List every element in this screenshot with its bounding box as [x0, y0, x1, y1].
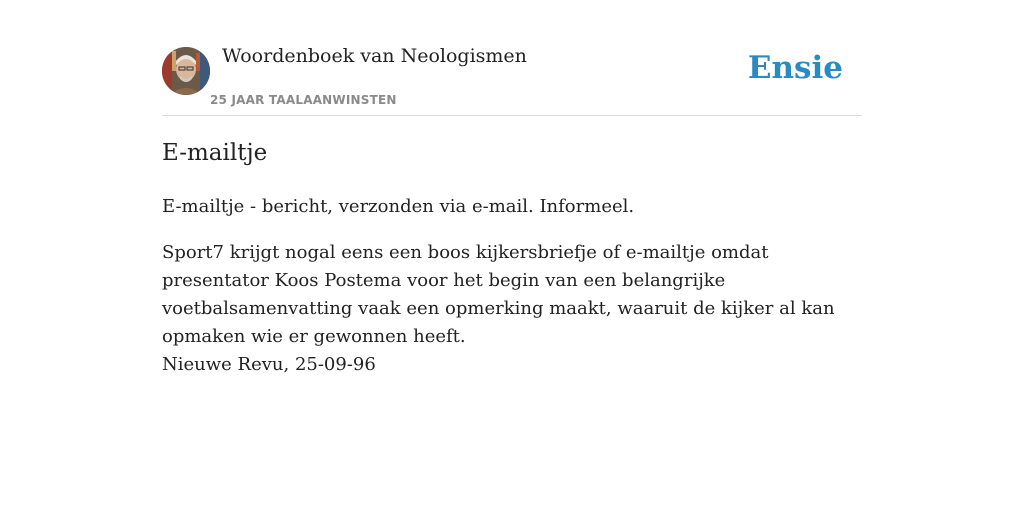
entry-card: [162, 0, 862, 375]
entry-definition: E-mailtje - bericht, verzonden via e-mail. Informeel.: [162, 196, 635, 217]
quote-text: Sport7 krijgt nogal eens een boos kijkersbriefje of e-mailtje omdat presentator Koos Postema voor het begin van een belangrijke voetbalsamenvatting vaak een opmerking maakt, waaruit de kijker al kan opmaken wie er gewonnen heeft.: [162, 242, 835, 347]
site-header: [162, 0, 862, 116]
entry-quote: [162, 239, 862, 379]
quote-source: Nieuwe Revu, 25-09-96: [162, 354, 376, 375]
site-title[interactable]: Woordenboek van Neologismen: [222, 45, 527, 67]
entry-title: E-mailtje: [162, 140, 268, 166]
author-avatar[interactable]: [162, 47, 210, 95]
person-portrait-icon: [162, 47, 210, 95]
ensie-logo[interactable]: Ensie: [747, 50, 843, 86]
site-subtitle: 25 JAAR TAALAANWINSTEN: [210, 93, 397, 107]
